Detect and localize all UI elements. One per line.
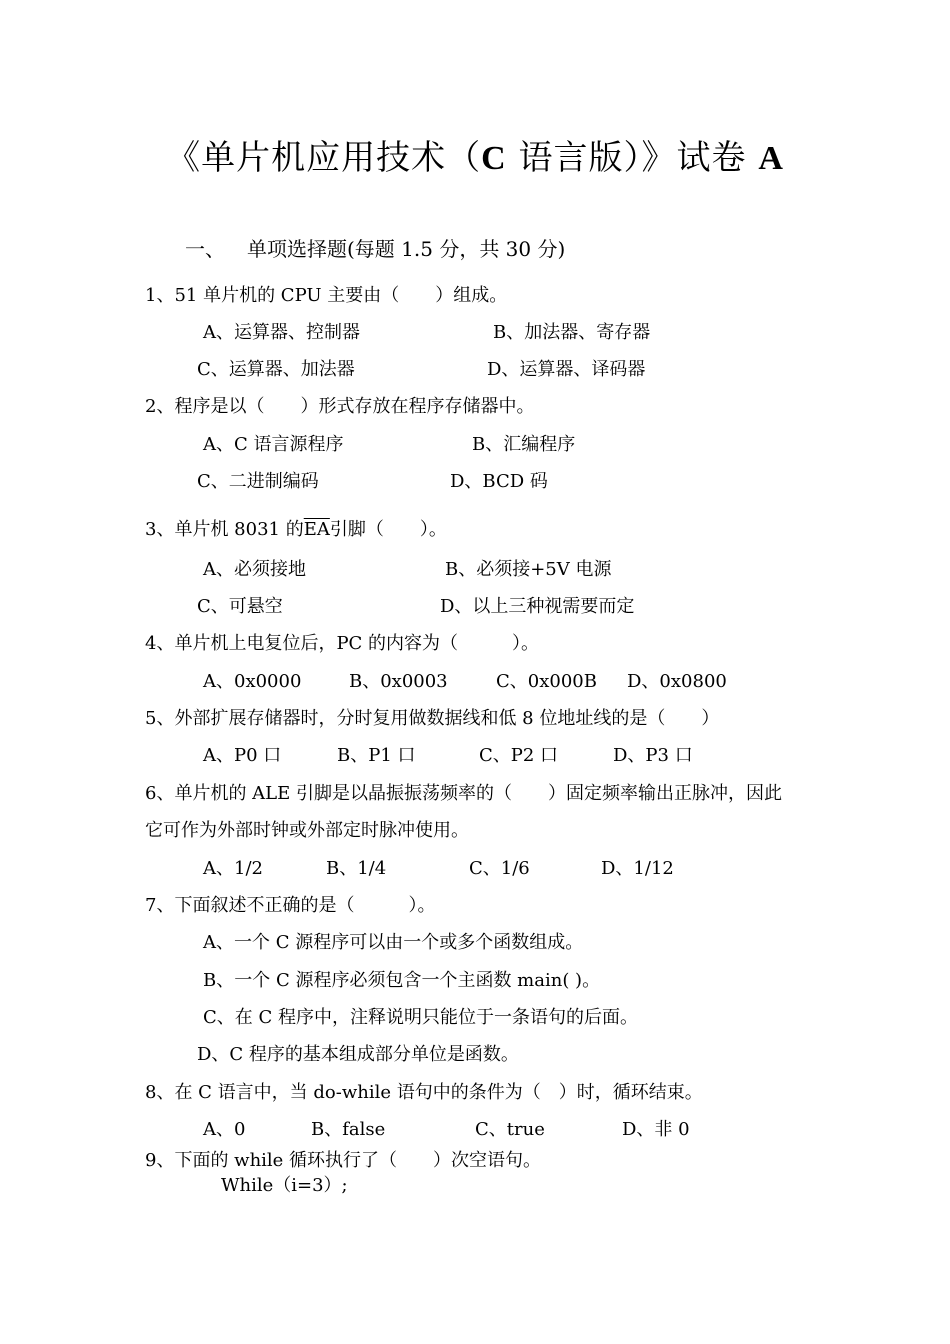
question-4-option-b: B、0x0003 <box>349 671 448 692</box>
title-bold-c: C <box>481 140 507 177</box>
question-9-text: 9、下面的 while 循环执行了（ ）次空语句。 <box>145 1150 542 1171</box>
question-2-option-a: A、C 语言源程序 <box>203 434 344 455</box>
question-1-option-b: B、加法器、寄存器 <box>493 322 651 343</box>
question-4-option-c: C、0x000B <box>496 671 597 692</box>
title-part-1: 《单片机应用技术（ <box>166 138 482 178</box>
question-1-option-a: A、运算器、控制器 <box>203 322 360 343</box>
question-7-option-a: A、一个 C 源程序可以由一个或多个函数组成。 <box>203 932 584 953</box>
question-7-option-b: B、一个 C 源程序必须包含一个主函数 main( )。 <box>203 970 601 991</box>
question-6-text: 6、单片机的 ALE 引脚是以晶振振荡频率的（ ）固定频率输出正脉冲，因此 <box>145 783 782 804</box>
question-6-option-b: B、1/4 <box>326 858 387 879</box>
question-4-text: 4、单片机上电复位后，PC 的内容为（ ）。 <box>145 633 540 654</box>
title-bold-a: A <box>758 140 784 177</box>
question-3-option-d: D、以上三种视需要而定 <box>440 596 635 617</box>
question-2-option-d: D、BCD 码 <box>450 471 548 492</box>
question-1-text: 1、51 单片机的 CPU 主要由（ ）组成。 <box>145 285 508 306</box>
section-heading-text: 单项选择题(每题 1.5 分，共 30 分) <box>247 237 566 261</box>
question-3-ea-pin: $\overline{EA}$ <box>303 519 330 540</box>
question-8-option-c: C、true <box>475 1119 545 1140</box>
question-3-text-post: 引脚（ ）。 <box>329 519 447 540</box>
question-7-option-d: D、C 程序的基本组成部分单位是函数。 <box>197 1044 519 1065</box>
question-6-option-d: D、1/12 <box>601 858 674 879</box>
question-3-text <box>145 517 447 543</box>
question-8-option-b: B、false <box>311 1119 386 1140</box>
section-number: 一、 <box>185 237 225 261</box>
question-2-text: 2、程序是以（ ）形式存放在程序存储器中。 <box>145 396 535 417</box>
question-6-option-a: A、1/2 <box>203 858 263 879</box>
question-5-text: 5、外部扩展存储器时，分时复用做数据线和低 8 位地址线的是（ ） <box>145 708 720 729</box>
question-9-code: While（i=3）; <box>221 1175 348 1196</box>
question-5-option-b: B、P1 口 <box>337 745 416 766</box>
question-6-option-c: C、1/6 <box>469 858 530 879</box>
question-5-option-c: C、P2 口 <box>479 745 559 766</box>
question-3-option-b: B、必须接+5V 电源 <box>445 559 612 580</box>
question-2-option-c: C、二进制编码 <box>197 471 319 492</box>
section-heading <box>185 234 565 264</box>
question-8-option-a: A、0 <box>203 1119 246 1140</box>
question-7-option-c: C、在 C 程序中，注释说明只能位于一条语句的后面。 <box>203 1007 638 1028</box>
question-4-option-d: D、0x0800 <box>627 671 727 692</box>
question-5-option-d: D、P3 口 <box>613 745 693 766</box>
question-1-option-d: D、运算器、译码器 <box>487 359 646 380</box>
question-4-option-a: A、0x0000 <box>203 671 302 692</box>
question-8-text: 8、在 C 语言中，当 do-while 语句中的条件为（ ）时，循环结束。 <box>145 1082 703 1103</box>
question-3-text-pre: 3、单片机 8031 的 <box>145 519 304 540</box>
question-3-option-c: C、可悬空 <box>197 596 283 617</box>
question-8-option-d: D、非 0 <box>622 1119 690 1140</box>
question-5-option-a: A、P0 口 <box>203 745 282 766</box>
question-2-option-b: B、汇编程序 <box>472 434 576 455</box>
question-1-option-c: C、运算器、加法器 <box>197 359 355 380</box>
exam-title <box>0 132 950 185</box>
title-part-2: 语言版）》试卷 <box>506 138 759 178</box>
question-7-text: 7、下面叙述不正确的是（ ）。 <box>145 895 436 916</box>
question-3-option-a: A、必须接地 <box>203 559 306 580</box>
question-6-text-continued: 它可作为外部时钟或外部定时脉冲使用。 <box>145 820 469 841</box>
